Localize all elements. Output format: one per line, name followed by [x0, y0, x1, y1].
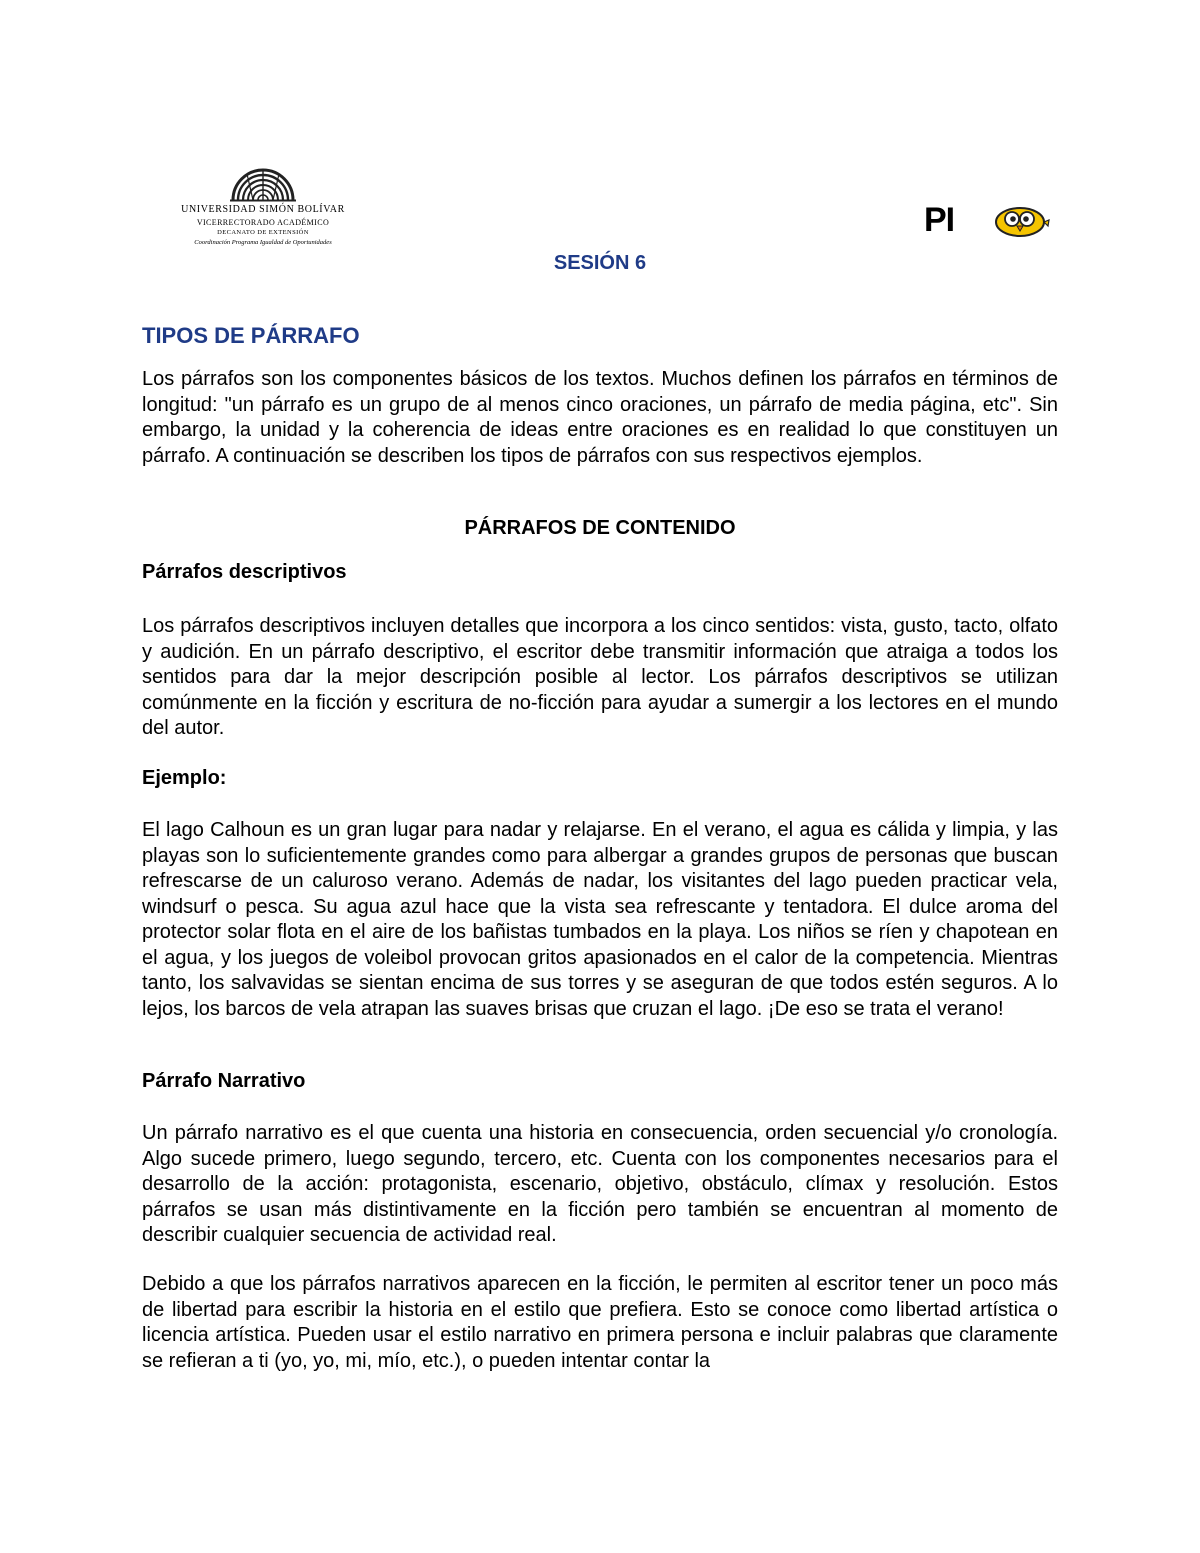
narrative-paragraph-2: Debido a que los párrafos narrativos aparecen en la ficción, le permiten al escritor tener un poco más de libertad para escribir la historia en el estilo que prefiera. Esto se conoce como libertad artística o licencia artística. Pueden usar el estilo narrativo en primera persona e incluir palabras que claramente se refieran a ti (yo, yo, mi, mío, etc.), o pueden intentar contar la: [142, 1273, 1058, 1372]
pio-logo: [924, 200, 1054, 242]
university-name: UNIVERSIDAD SIMÓN BOLÍVAR: [181, 204, 345, 215]
descriptive-paragraph: Los párrafos descriptivos incluyen detalles que incorpora a los cinco sentidos: vista, gusto, tacto, olfato y audición. En un párrafo descriptivo, el escritor debe transmitir información que atraiga a todos los sentidos para dar la mejor descripción posible al lector. Los párrafos descriptivos se utilizan comúnmente en la ficción y escritura de no-ficción para ayudar a sumergir a los lectores en el mundo del autor.: [142, 615, 1058, 739]
session-title: SESIÓN 6: [553, 252, 647, 274]
university-coordinacion: Coordinación Programa Igualdad de Oportunidades: [194, 239, 332, 246]
example-heading: Ejemplo:: [142, 767, 227, 789]
narrative-heading: Párrafo Narrativo: [142, 1070, 306, 1092]
section-title: PÁRRAFOS DE CONTENIDO: [464, 517, 736, 539]
university-vicerrectorado: VICERRECTORADO ACADÉMICO: [196, 218, 330, 227]
university-emblem-icon: [227, 152, 299, 202]
descriptive-heading: Párrafos descriptivos: [142, 561, 347, 583]
university-decanato: DECANATO DE EXTENSIÓN: [217, 229, 309, 236]
pio-logo-text: PI: [924, 201, 955, 239]
university-logo: [178, 152, 348, 252]
narrative-paragraph-1: Un párrafo narrativo es el que cuenta una historia en consecuencia, orden secuencial y/o cronología. Algo sucede primero, luego segundo, tercero, etc. Cuenta con los componentes necesarios para el desarrollo de la acción: protagonista, escenario, objetivo, obstáculo, clímax y resolución. Estos párrafos se usan más distintivamente en la ficción pero también se encuentran al momento de describir cualquier secuencia de actividad real.: [142, 1122, 1058, 1246]
pio-owl-icon: [994, 204, 1050, 238]
example-paragraph: El lago Calhoun es un gran lugar para nadar y relajarse. En el verano, el agua es cálida y limpia, y las playas son lo suficientemente grandes como para albergar a grandes grupos de personas que buscan refrescarse de un caluroso verano. Además de nadar, los visitantes del lago pueden practicar vela, windsurf o pesca. Su agua azul hace que la vista sea refrescante y tentadora. El dulce aroma del protector solar flota en el aire de los bañistas tumbados en la playa. Los niños se ríen y chapotean en el agua, y los juegos de voleibol provocan gritos apasionados en el calor de la competencia. Mientras tanto, los salvavidas se sientan encima de sus torres y se aseguran de que todos estén seguros. A lo lejos, los barcos de vela atrapan las suaves brisas que cruzan el lago. ¡De eso se trata el verano!: [142, 819, 1058, 1020]
intro-paragraph: Los párrafos son los componentes básicos de los textos. Muchos definen los párrafos en términos de longitud: "un párrafo es un grupo de al menos cinco oraciones, un párrafo de media página, etc". Sin embargo, la unidad y la coherencia de ideas entre oraciones es en realidad lo que constituyen un párrafo. A continuación se describen los tipos de párrafos con sus respectivos ejemplos.: [142, 368, 1058, 467]
main-heading: TIPOS DE PÁRRAFO: [142, 323, 360, 348]
